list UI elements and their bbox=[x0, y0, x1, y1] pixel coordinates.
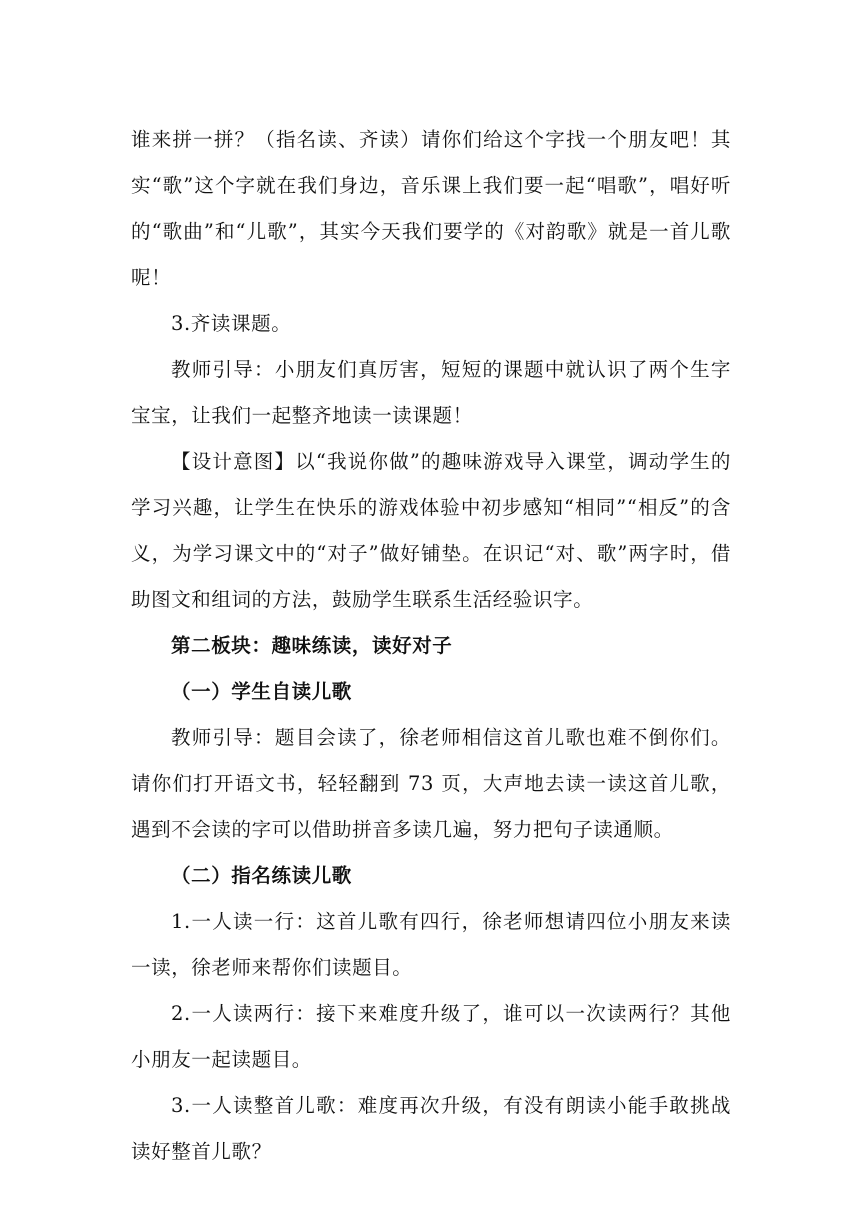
paragraph-intro-continuation: 谁来拼一拼？（指名读、齐读）请你们给这个字找一个朋友吧！其实“歌”这个字就在我们身边，音乐课上我们要一起“唱歌”，唱好听的“歌曲”和“儿歌”，其实今天我们要学的《对韵歌》就是一首儿歌呢！ bbox=[131, 128, 731, 289]
paragraph-read-whole-poem: 3.一人读整首儿歌：难度再次升级，有没有朗读小能手敢挑战读好整首儿歌？ bbox=[131, 1094, 731, 1163]
subheading-self-reading: （一）学生自读儿歌 bbox=[171, 680, 352, 703]
paragraph-read-two-lines: 2.一人读两行：接下来难度升级了，谁可以一次读两行？其他小朋友一起读题目。 bbox=[131, 1002, 731, 1071]
document-body bbox=[131, 117, 731, 1175]
paragraph-teacher-guide-1: 教师引导：小朋友们真厉害，短短的课题中就认识了两个生字宝宝，让我们一起整齐地读一读课题！ bbox=[131, 358, 731, 427]
paragraph-design-intent: 【设计意图】以“我说你做”的趣味游戏导入课堂，调动学生的学习兴趣，让学生在快乐的游戏体验中初步感知“相同”“相反”的含义，为学习课文中的“对子”做好铺垫。在识记“对、歌”两字时，借助图文和组词的方法，鼓励学生联系生活经验识字。 bbox=[131, 450, 731, 611]
paragraph-teacher-guide-2: 教师引导：题目会读了，徐老师相信这首儿歌也难不倒你们。请你们打开语文书，轻轻翻到 73 页，大声地去读一读这首儿歌，遇到不会读的字可以借助拼音多读几遍，努力把句子读通顺。 bbox=[131, 726, 731, 841]
paragraph-read-one-line: 1.一人读一行：这首儿歌有四行，徐老师想请四位小朋友来读一读，徐老师来帮你们读题目。 bbox=[131, 910, 731, 979]
paragraph-step-3: 3.齐读课题。 bbox=[171, 312, 292, 335]
section-heading-part-2: 第二板块：趣味练读，读好对子 bbox=[171, 634, 453, 657]
subheading-named-reading: （二）指名练读儿歌 bbox=[171, 864, 352, 887]
